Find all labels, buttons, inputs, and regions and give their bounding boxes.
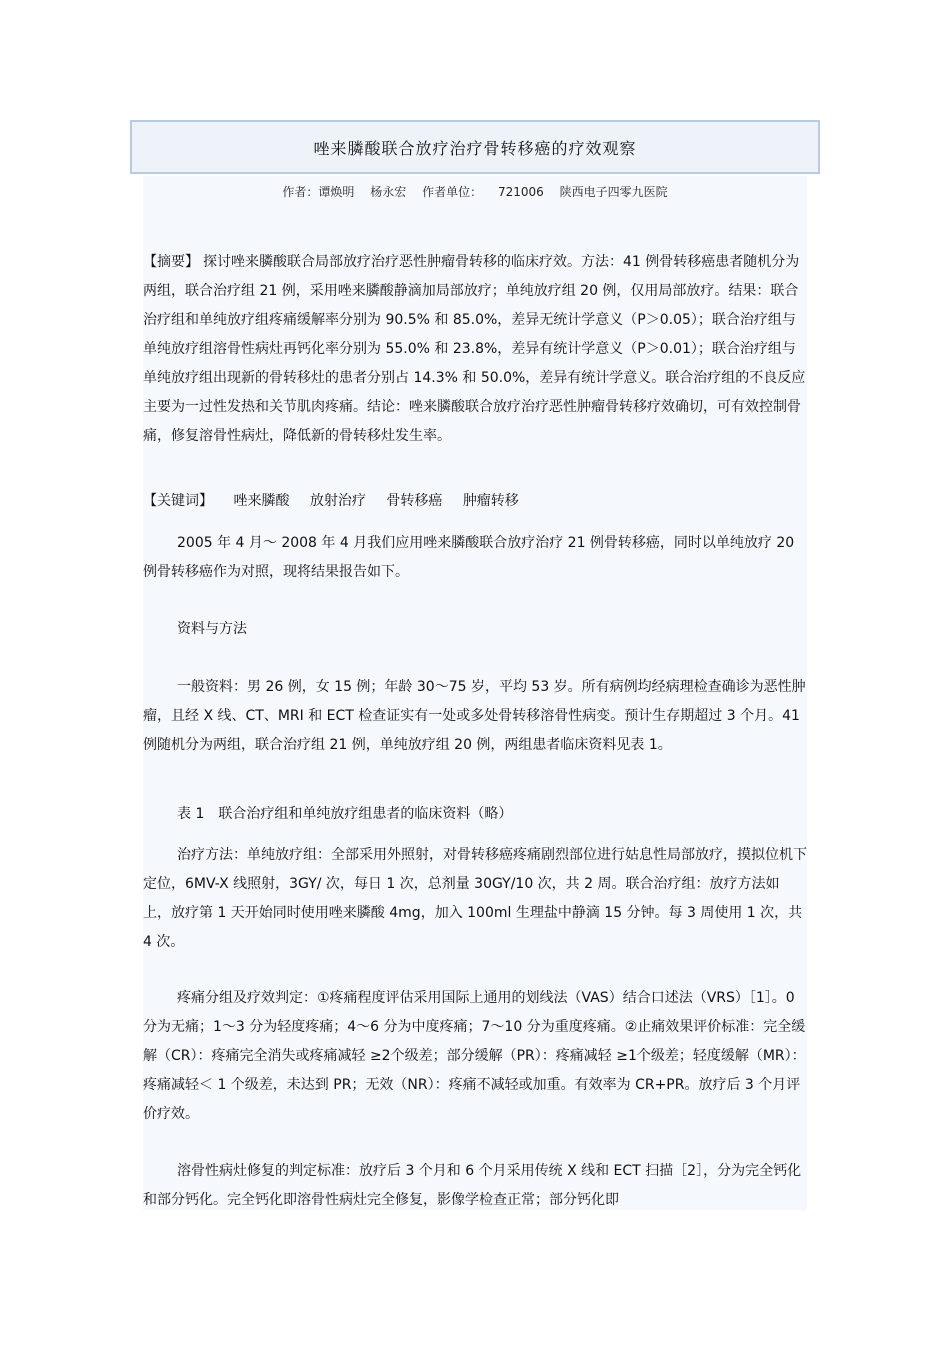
table-caption: 表 1 联合治疗组和单纯放疗组患者的临床资料（略） [177, 806, 513, 822]
abstract-paragraph [143, 248, 807, 451]
keyword: 唑来膦酸 [233, 493, 290, 509]
keywords-paragraph [143, 487, 807, 516]
general-paragraph: 一般资料：男 26 例，女 15 例；年龄 30～75 岁，平均 53 岁。所有病例均经病理检查确诊为恶性肿瘤，且经 X 线、CT、MRI 和 ECT 检查证实有一处或多处骨转移溶骨性病变。预计生存期超过 3 个月。41 例随机分为两组，联合治疗组 21 例，单纯放疗组 20 例，两组患者临床资料见表 1。 [143, 679, 806, 753]
keyword: 肿瘤转移 [462, 493, 519, 509]
keywords-tag: 【关键词】 [143, 493, 213, 509]
treatment-paragraph: 治疗方法：单纯放疗组：全部采用外照射，对骨转移癌疼痛剧烈部位进行姑息性局部放疗，摸拟位机下定位，6MV-X 线照射，3GY/ 次，每日 1 次，总剂量 30GY/10 次，共 2 周。联合治疗组：放疗方法如上，放疗第 1 天开始同时使用唑来膦酸 4mg，加入 100ml 生理盐中静滴 15 分钟。每 3 周使用 1 次，共 4 次。 [143, 847, 807, 950]
abstract-tag: 【摘要】 [143, 254, 199, 270]
section-heading: 资料与方法 [177, 621, 247, 637]
page-title: 唑来膦酸联合放疗治疗骨转移癌的疗效观察 [313, 138, 637, 158]
unit-label: 作者单位： [422, 185, 483, 199]
authors-label: 作者：谭焕明 [282, 185, 355, 199]
intro-paragraph: 2005 年 4 月～ 2008 年 4 月我们应用唑来膦酸联合放疗治疗 21 例骨转移癌，同时以单纯放疗 20 例骨转移癌作为对照，现将结果报告如下。 [143, 535, 795, 580]
title-box [130, 120, 820, 174]
keyword: 骨转移癌 [386, 493, 443, 509]
author-second: 杨永宏 [370, 185, 407, 199]
author-line [143, 183, 807, 200]
pain-paragraph: 疼痛分组及疗效判定：①疼痛程度评估采用国际上通用的划线法（VAS）结合口述法（VRS）［1］。0 分为无痛；1～3 分为轻度疼痛；4～6 分为中度疼痛；7～10 分为重度疼痛。②止痛效果评价标准：完全缓解（CR）：疼痛完全消失或疼痛减轻 ≥2个级差；部分缓解（PR）：疼痛减轻 ≥1个级差；轻度缓解（MR）：疼痛减轻＜ 1 个级差，未达到 PR；无效（NR）：疼痛不减轻或加重。有效率为 CR+PR。放疗后 3 个月评价疗效。 [143, 990, 806, 1122]
keyword: 放射治疗 [309, 493, 366, 509]
postcode: 721006 [497, 185, 544, 199]
abstract-text: 探讨唑来膦酸联合局部放疗治疗恶性肿瘤骨转移的临床疗效。方法：41 例骨转移癌患者随机分为两组，联合治疗组 21 例，采用唑来膦酸静滴加局部放疗；单纯放疗组 20 例，仅用局部放疗。结果：联合治疗组和单纯放疗组疼痛缓解率分别为 90.5% 和 85.0%，差异无统计学意义（P＞0.05）；联合治疗组与单纯放疗组溶骨性病灶再钙化率分别为 55.0% 和 23.8%，差异有统计学意义（P＞0.01）；联合治疗组与单纯放疗组出现新的骨转移灶的患者分别占 14.3% 和 50.0%，差异有统计学意义。联合治疗组的不良反应主要为一过性发热和关节肌肉疼痛。结论：唑来膦酸联合放疗治疗恶性肿瘤骨转移疗效确切，可有效控制骨痛，修复溶骨性病灶，降低新的骨转移灶发生率。 [143, 254, 806, 444]
article-body [143, 176, 807, 1210]
unit-name: 陕西电子四零九医院 [559, 185, 668, 199]
lesion-paragraph: 溶骨性病灶修复的判定标准：放疗后 3 个月和 6 个月采用传统 X 线和 ECT 扫描［2］，分为完全钙化和部分钙化。完全钙化即溶骨性病灶完全修复，影像学检查正常；部分钙化即 [143, 1163, 802, 1208]
